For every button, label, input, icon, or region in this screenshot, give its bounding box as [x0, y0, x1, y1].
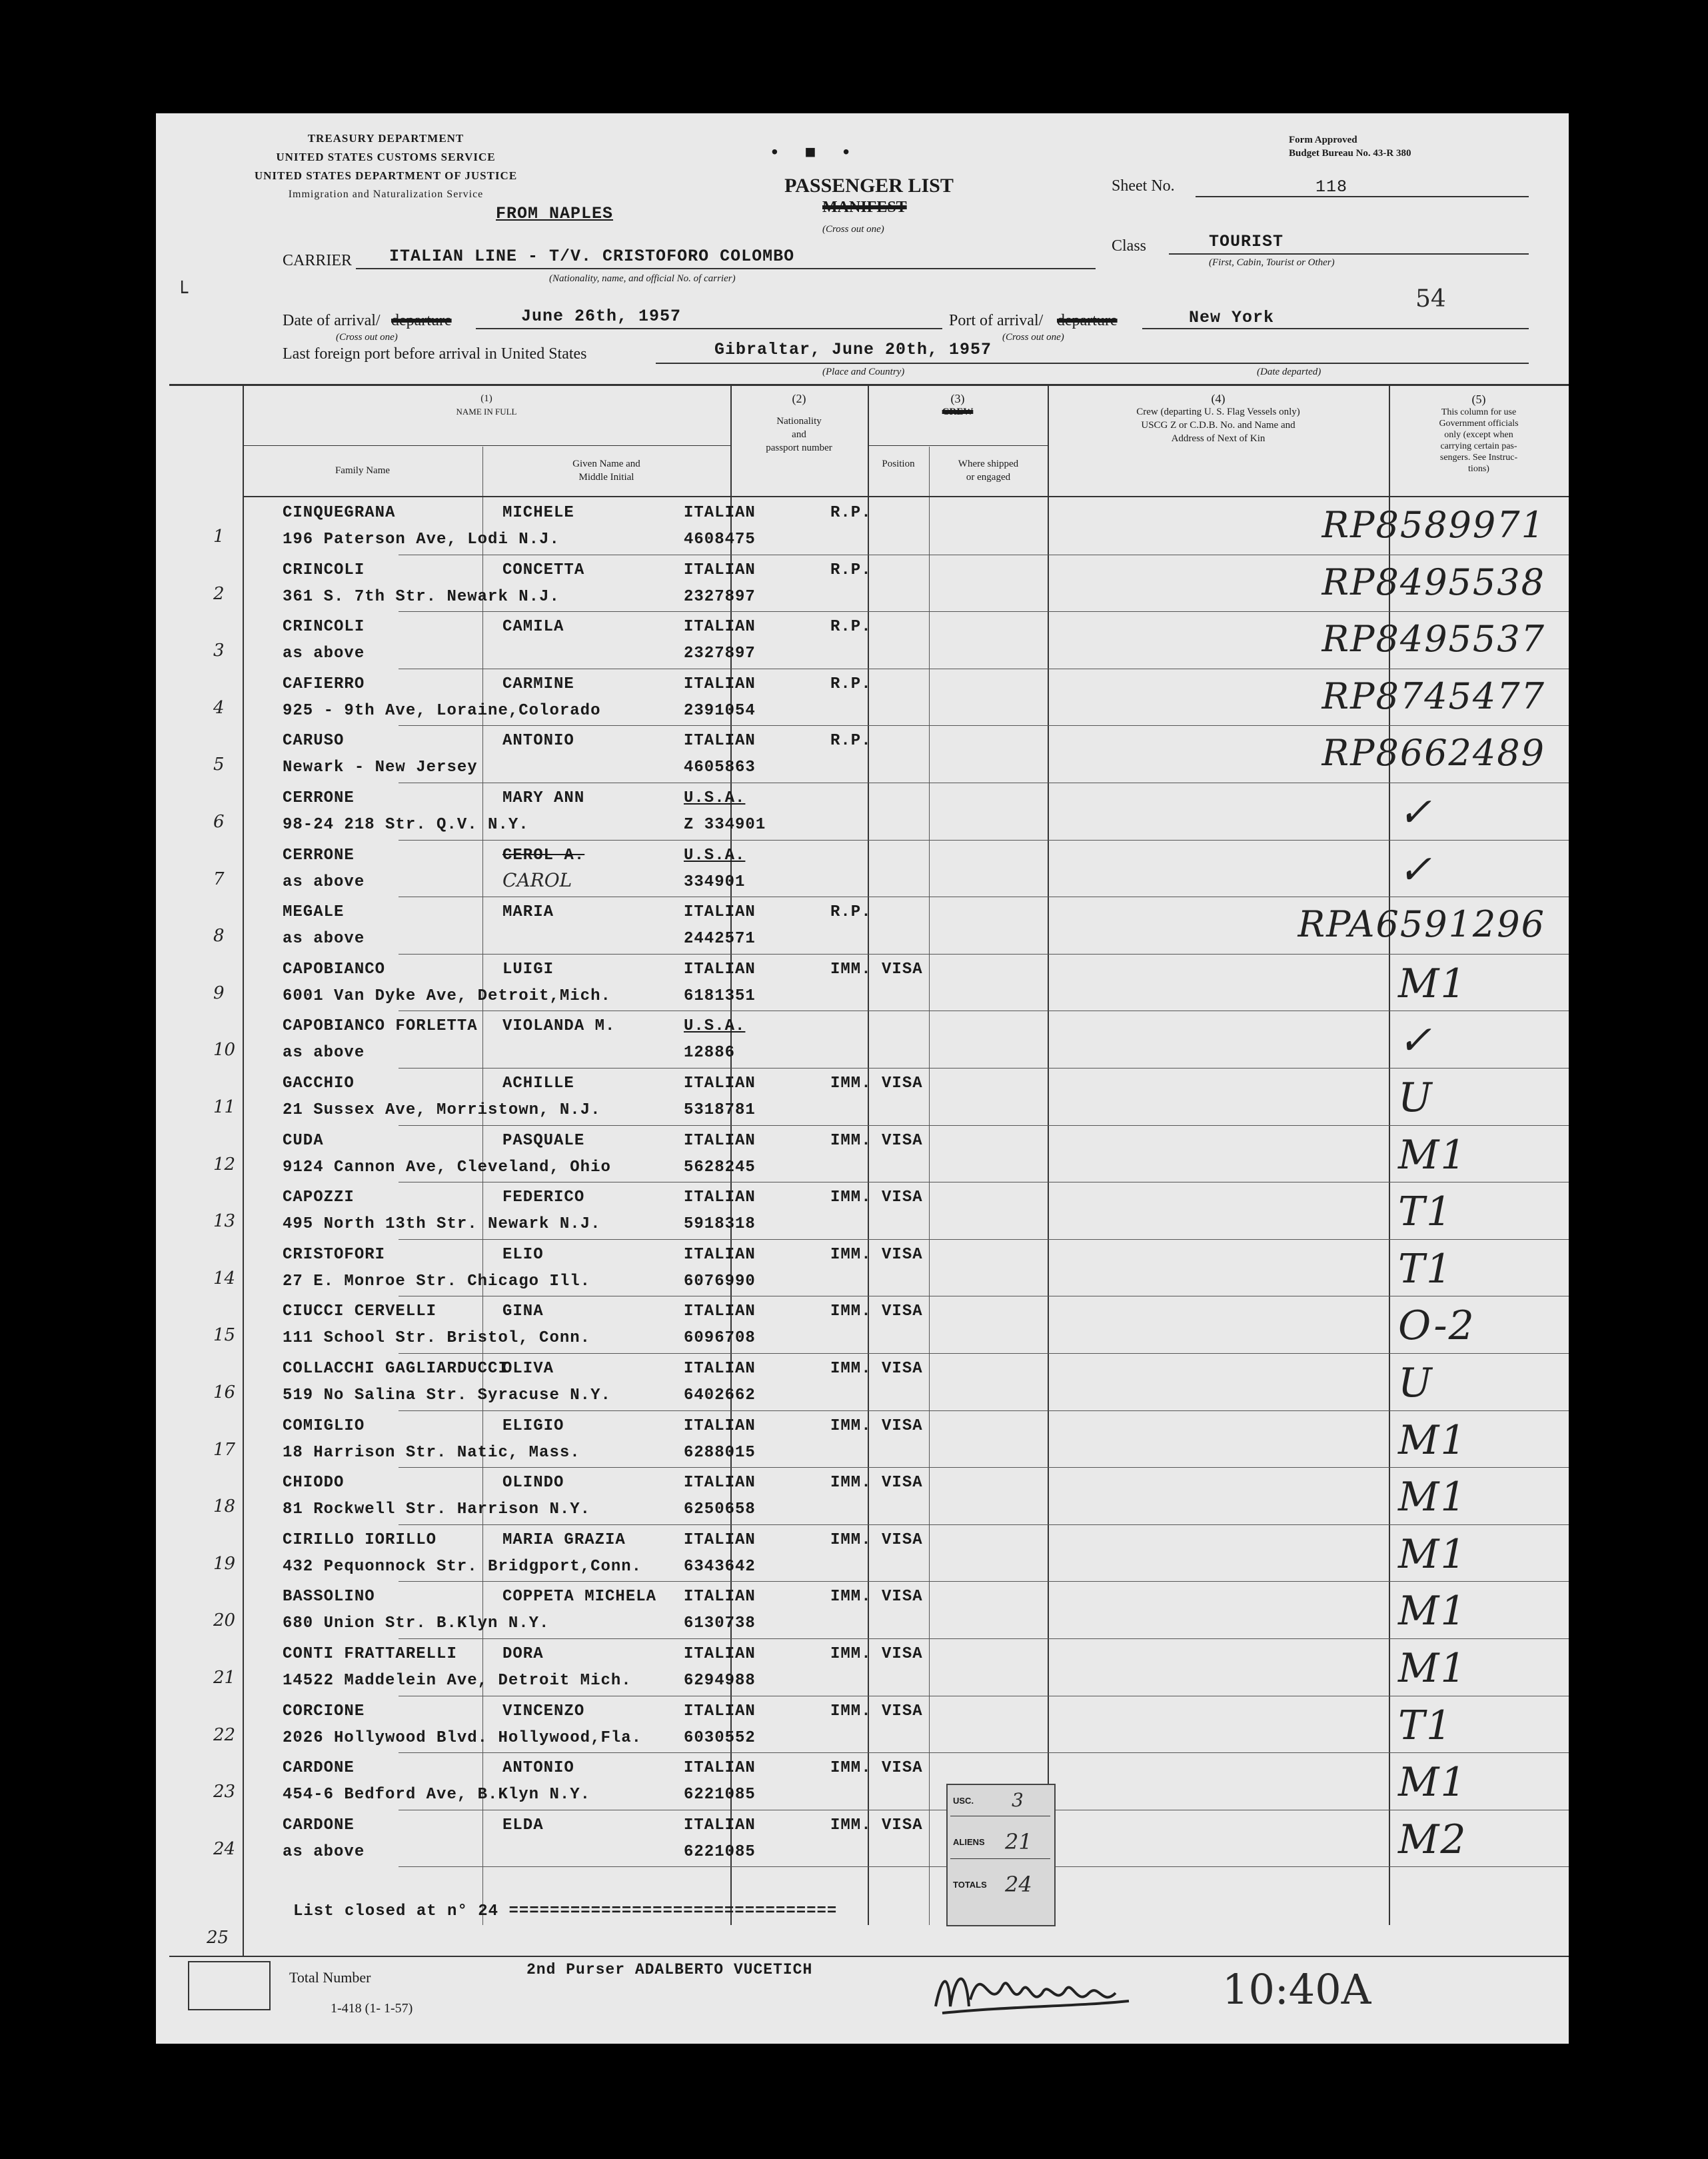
family-name: CRINCOLI: [283, 561, 365, 579]
stamp-aliens-label: ALIENS: [953, 1837, 985, 1847]
nationality: ITALIAN: [684, 561, 756, 579]
family-name: CORCIONE: [283, 1702, 365, 1720]
family-name: CAFIERRO: [283, 675, 365, 693]
address: 519 No Salina Str. Syracuse N.Y.: [283, 1386, 611, 1404]
row-divider: [399, 1125, 1569, 1126]
row-number: 22: [213, 1724, 236, 1745]
passport-number: 6221085: [684, 1786, 756, 1804]
row-number: 17: [213, 1439, 236, 1460]
position: IMM. VISA: [830, 1816, 923, 1834]
family-name: CIRILLO IORILLO: [283, 1530, 437, 1549]
row-divider: [399, 1353, 1569, 1354]
position-header: Position: [882, 459, 915, 469]
given-name: CAMILA: [502, 618, 564, 637]
nationality: ITALIAN: [684, 903, 756, 922]
col5-line-1: This column for use: [1441, 407, 1517, 417]
address: 98-24 218 Str. Q.V. N.Y.: [283, 816, 529, 834]
col2-number: (2): [792, 392, 806, 405]
given-name: VINCENZO: [502, 1702, 585, 1720]
passport-number: 6250658: [684, 1500, 756, 1519]
position: IMM. VISA: [830, 1588, 923, 1606]
nationality: ITALIAN: [684, 1530, 756, 1549]
address: as above: [283, 930, 365, 949]
given-name: OLINDO: [502, 1474, 564, 1492]
inspector-mark: M1: [1398, 1416, 1467, 1464]
family-name: COLLACCHI GAGLIARDUCCI: [283, 1360, 508, 1378]
inspector-mark: U: [1398, 1360, 1433, 1406]
nationality: ITALIAN: [684, 675, 756, 693]
nationality: U.S.A.: [684, 1017, 746, 1036]
given-name: CEROL A.: [502, 846, 585, 865]
given-name: MARIA: [502, 903, 554, 922]
row-number: 10: [213, 1040, 236, 1061]
address: 6001 Van Dyke Ave, Detroit,Mich.: [283, 987, 611, 1005]
family-name: CHIODO: [283, 1474, 345, 1492]
row-divider: [399, 1752, 1569, 1753]
row-divider: [399, 1068, 1569, 1069]
inspector-mark: M1: [1398, 1645, 1467, 1692]
position: IMM. VISA: [830, 1302, 923, 1321]
passport-number: 4608475: [684, 531, 756, 549]
agency-line-2: UNITED STATES CUSTOMS SERVICE: [276, 151, 496, 163]
address: 27 E. Monroe Str. Chicago Ill.: [283, 1272, 591, 1290]
nationality: ITALIAN: [684, 1702, 756, 1720]
given-name: ANTONIO: [502, 732, 574, 751]
address: as above: [283, 645, 365, 663]
last-port-note-place: (Place and Country): [822, 367, 905, 377]
where-shipped-line-1: Where shipped: [958, 459, 1019, 469]
row-number: 15: [213, 1325, 236, 1346]
position: IMM. VISA: [830, 1530, 923, 1549]
inspector-mark: M1: [1398, 1759, 1467, 1806]
row-number: 11: [213, 1097, 236, 1117]
inspector-mark: RP8745477: [1321, 675, 1545, 717]
port-departure-struck: departure: [1057, 312, 1118, 329]
col5-line-3: only (except when: [1444, 430, 1513, 440]
row-number: 18: [213, 1496, 236, 1517]
inspector-mark: M1: [1398, 1474, 1467, 1521]
passport-number: 5918318: [684, 1215, 756, 1234]
position: IMM. VISA: [830, 1075, 923, 1092]
col2-line-1: Nationality: [776, 416, 822, 427]
given-name: LUIGI: [502, 960, 554, 979]
family-name: MEGALE: [283, 903, 345, 922]
inspector-mark: RP8495537: [1321, 618, 1545, 661]
nationality: ITALIAN: [684, 1759, 756, 1778]
agency-header: [156, 129, 616, 204]
passport-number: 6076990: [684, 1272, 756, 1290]
address: 111 School Str. Bristol, Conn.: [283, 1329, 591, 1348]
stamp-usc-label: USC.: [953, 1796, 974, 1806]
address: as above: [283, 1044, 365, 1063]
inspector-mark: T1: [1398, 1245, 1453, 1292]
nationality: ITALIAN: [684, 1302, 756, 1321]
row-number: 20: [213, 1610, 236, 1631]
family-name: CERRONE: [283, 789, 355, 807]
row-number: 5: [213, 755, 225, 775]
row-number: 19: [213, 1553, 236, 1574]
given-name-header: [482, 457, 730, 484]
passport-number: 6343642: [684, 1557, 756, 1576]
agency-line-4: Immigration and Naturalization Service: [288, 189, 484, 200]
address: 432 Pequonnock Str. Bridgport,Conn.: [283, 1557, 642, 1576]
row-number: 7: [213, 869, 225, 889]
given-name-header-line-1: Given Name and: [572, 459, 640, 469]
address: 680 Union Str. B.Klyn N.Y.: [283, 1614, 550, 1633]
inspector-mark: RP8589971: [1321, 504, 1545, 546]
passport-number: 6181351: [684, 987, 756, 1005]
row-25-number: 25: [207, 1928, 229, 1948]
passport-number: 6096708: [684, 1329, 756, 1348]
passport-number: 6402662: [684, 1386, 756, 1404]
last-port-value: Gibraltar, June 20th, 1957: [714, 340, 992, 359]
inspector-mark: O-2: [1398, 1302, 1475, 1350]
col2-header: [730, 392, 868, 455]
position: IMM. VISA: [830, 1645, 923, 1663]
passport-number: 5628245: [684, 1158, 756, 1176]
agency-line-3: UNITED STATES DEPARTMENT OF JUSTICE: [254, 169, 518, 182]
where-shipped-line-2: or engaged: [966, 472, 1011, 483]
row-divider: [399, 954, 1569, 955]
col2-line-3: passport number: [766, 443, 832, 453]
passport-number: 334901: [684, 873, 746, 891]
col5-line-2: Government officials: [1439, 419, 1519, 429]
address: 361 S. 7th Str. Newark N.J.: [283, 587, 560, 606]
inspector-mark: RP8662489: [1321, 732, 1545, 775]
row-number: 24: [213, 1838, 236, 1859]
port-arrival-note: (Cross out one): [1002, 332, 1064, 343]
position: IMM. VISA: [830, 1245, 923, 1264]
address: as above: [283, 873, 365, 891]
date-arrival-note: (Cross out one): [336, 332, 398, 343]
position: IMM. VISA: [830, 1360, 923, 1378]
family-name: CONTI FRATTARELLI: [283, 1645, 457, 1663]
inspector-mark: T1: [1398, 1188, 1453, 1236]
nationality: ITALIAN: [684, 1588, 756, 1606]
col1-title: NAME IN FULL: [456, 407, 517, 417]
inspector-mark: M1: [1398, 1131, 1467, 1178]
date-departure-struck: departure: [391, 312, 452, 329]
row-divider: [399, 1581, 1569, 1582]
position: IMM. VISA: [830, 1474, 923, 1492]
position: IMM. VISA: [830, 1702, 923, 1720]
address: 14522 Maddelein Ave, Detroit Mich.: [283, 1672, 632, 1690]
col5-header: [1389, 392, 1569, 475]
address: 2026 Hollywood Blvd. Hollywood,Fla.: [283, 1728, 642, 1747]
given-name: ACHILLE: [502, 1075, 574, 1092]
nationality: ITALIAN: [684, 1245, 756, 1264]
form-approved: [1289, 133, 1411, 160]
family-name: CIUCCI CERVELLI: [283, 1302, 437, 1321]
position: IMM. VISA: [830, 960, 923, 979]
col3-header: [868, 392, 1048, 419]
stamp-usc-value: 3: [1012, 1789, 1024, 1811]
col3-title: CREW: [942, 407, 974, 417]
row-number: 12: [213, 1154, 236, 1174]
totals-stamp: [946, 1784, 1056, 1926]
title-struck: MANIFEST: [822, 199, 907, 216]
given-name: ANTONIO: [502, 1759, 574, 1778]
total-number-box: [188, 1961, 271, 2010]
stamp-aliens-value: 21: [1005, 1829, 1032, 1854]
family-name: CRINCOLI: [283, 618, 365, 637]
given-name: MICHELE: [502, 504, 574, 522]
inspector-mark: ✓: [1398, 1017, 1433, 1065]
col4-header: [1048, 392, 1389, 445]
address: 18 Harrison Str. Natic, Mass.: [283, 1443, 580, 1462]
inspector-mark: M2: [1398, 1816, 1467, 1863]
col4-line-3: Address of Next of Kin: [1171, 433, 1266, 444]
position: R.P.: [830, 675, 872, 693]
row-number: 2: [213, 583, 225, 604]
carrier-note: (Nationality, name, and official No. of carrier): [549, 273, 736, 284]
given-name-header-line-2: Middle Initial: [578, 472, 634, 483]
nationality: ITALIAN: [684, 960, 756, 979]
carrier-value: ITALIAN LINE - T/V. CRISTOFORO COLOMBO: [389, 247, 795, 266]
nationality: ITALIAN: [684, 1075, 756, 1092]
passport-number: 5318781: [684, 1101, 756, 1119]
given-name: GINA: [502, 1302, 544, 1321]
row-divider: [399, 1638, 1569, 1639]
family-name: CAPOZZI: [283, 1188, 355, 1207]
nationality: ITALIAN: [684, 1360, 756, 1378]
nationality: ITALIAN: [684, 1188, 756, 1207]
class-label: Class: [1112, 237, 1147, 255]
given-name: MARY ANN: [502, 789, 585, 807]
position: IMM. VISA: [830, 1188, 923, 1207]
row-number: 8: [213, 926, 225, 947]
position: R.P.: [830, 732, 872, 751]
row-divider: [399, 840, 1569, 841]
date-arrival-label: Date of arrival/: [283, 312, 381, 329]
row-divider: [399, 611, 1569, 612]
passport-number: 6288015: [684, 1443, 756, 1462]
nationality: U.S.A.: [684, 789, 746, 807]
passport-number: Z 334901: [684, 816, 766, 834]
address: 81 Rockwell Str. Harrison N.Y.: [283, 1500, 591, 1519]
passport-number: 4605863: [684, 759, 756, 777]
family-name: CAPOBIANCO: [283, 960, 386, 979]
where-shipped-header: [929, 457, 1048, 484]
family-name: CARDONE: [283, 1759, 355, 1778]
family-name: CUDA: [283, 1131, 324, 1150]
given-name: ELIGIO: [502, 1416, 564, 1435]
passport-number: 2442571: [684, 930, 756, 949]
inspector-mark: M1: [1398, 1530, 1467, 1578]
inspector-mark: ✓: [1398, 846, 1433, 893]
given-name: ELDA: [502, 1816, 544, 1834]
given-name: OLIVA: [502, 1360, 554, 1378]
inspector-mark: M1: [1398, 960, 1467, 1007]
passport-number: 2327897: [684, 645, 756, 663]
family-name-header: Family Name: [335, 465, 391, 476]
col5-line-4: carrying certain pas-: [1440, 441, 1517, 451]
col1-header: [243, 392, 730, 419]
corner-number: 54: [1415, 285, 1446, 313]
given-name: FEDERICO: [502, 1188, 585, 1207]
nationality: U.S.A.: [684, 846, 746, 865]
class-note: (First, Cabin, Tourist or Other): [1209, 257, 1335, 268]
title: PASSENGER LIST: [784, 175, 954, 197]
dot-marks: • ■ •: [769, 143, 859, 164]
row-divider: [399, 1239, 1569, 1240]
nationality: ITALIAN: [684, 1416, 756, 1435]
family-name: GACCHIO: [283, 1075, 355, 1092]
passport-number: 6221085: [684, 1842, 756, 1861]
given-name: ELIO: [502, 1245, 544, 1264]
address: 454-6 Bedford Ave, B.Klyn N.Y.: [283, 1786, 591, 1804]
col4-number: (4): [1211, 392, 1226, 405]
col4-line-1: Crew (departing U. S. Flag Vessels only): [1136, 407, 1300, 417]
row-number: 9: [213, 983, 225, 1003]
col5-number: (5): [1471, 393, 1486, 406]
form-number: 1-418 (1- 1-57): [331, 2001, 413, 2016]
passport-number: 6294988: [684, 1672, 756, 1690]
inspector-mark: RP8495538: [1321, 561, 1545, 603]
family-name: COMIGLIO: [283, 1416, 365, 1435]
purser-name: 2nd Purser ADALBERTO VUCETICH: [526, 1961, 813, 1978]
row-divider: [399, 1467, 1569, 1468]
nationality: ITALIAN: [684, 1816, 756, 1834]
from-port: FROM NAPLES: [496, 204, 614, 223]
arrival-port: New York: [1189, 308, 1275, 327]
position: R.P.: [830, 618, 872, 637]
form-approved-line-2: Budget Bureau No. 43-R 380: [1289, 148, 1411, 159]
passport-number: 2391054: [684, 701, 756, 720]
given-name: COPPETA MICHELA: [502, 1588, 657, 1606]
col2-line-2: and: [792, 429, 806, 440]
given-name: VIOLANDA M.: [502, 1017, 616, 1036]
nationality: ITALIAN: [684, 504, 756, 522]
nationality: ITALIAN: [684, 1645, 756, 1663]
address: Newark - New Jersey: [283, 759, 478, 777]
stamp-totals-value: 24: [1005, 1872, 1032, 1897]
position: IMM. VISA: [830, 1759, 923, 1778]
row-number: 13: [213, 1211, 236, 1232]
nationality: ITALIAN: [684, 1474, 756, 1492]
col5-line-5: sengers. See Instruc-: [1439, 453, 1518, 463]
given-name: PASQUALE: [502, 1131, 585, 1150]
arrival-date: June 26th, 1957: [521, 307, 682, 326]
passport-number: 2327897: [684, 587, 756, 606]
position: R.P.: [830, 903, 872, 922]
col5-line-6: tions): [1468, 464, 1489, 474]
address: 196 Paterson Ave, Lodi N.J.: [283, 531, 560, 549]
nationality: ITALIAN: [684, 618, 756, 637]
family-name: BASSOLINO: [283, 1588, 375, 1606]
margin-mark: └: [176, 281, 189, 305]
inspector-mark: ✓: [1398, 789, 1433, 836]
port-arrival-label: Port of arrival/: [949, 312, 1044, 329]
row-number: 4: [213, 697, 225, 718]
family-name: CINQUEGRANA: [283, 504, 396, 522]
nationality: ITALIAN: [684, 732, 756, 751]
position: IMM. VISA: [830, 1131, 923, 1150]
form-approved-line-1: Form Approved: [1289, 135, 1357, 145]
position: R.P.: [830, 504, 872, 522]
row-number: 23: [213, 1782, 236, 1802]
stamp-totals-label: TOTALS: [953, 1880, 987, 1890]
sheet-number: 118: [1315, 177, 1348, 197]
last-port-note-date: (Date departed): [1257, 367, 1321, 377]
given-name: DORA: [502, 1645, 544, 1663]
passport-number: 6030552: [684, 1728, 756, 1747]
sheet-label: Sheet No.: [1112, 177, 1175, 195]
row-number: 16: [213, 1382, 236, 1402]
family-name: CRISTOFORI: [283, 1245, 386, 1264]
list-closed-note: List closed at n° 24 ================================: [293, 1902, 838, 1920]
class-value: TOURIST: [1209, 232, 1284, 251]
row-divider: [399, 1524, 1569, 1525]
family-name: CERRONE: [283, 846, 355, 865]
address: as above: [283, 1842, 365, 1861]
agency-line-1: TREASURY DEPARTMENT: [307, 132, 464, 145]
passenger-list-document: [156, 113, 1569, 2044]
row-number: 3: [213, 641, 225, 661]
family-name: CAPOBIANCO FORLETTA: [283, 1017, 478, 1036]
col3-number: (3): [950, 392, 965, 405]
row-divider: [399, 725, 1569, 726]
last-port-label: Last foreign port before arrival in United States: [283, 345, 587, 363]
family-name: CARUSO: [283, 732, 345, 751]
address: 495 North 13th Str. Newark N.J.: [283, 1215, 601, 1234]
signature-time: 10:40A: [1222, 1965, 1371, 2014]
given-name: CONCETTA: [502, 561, 585, 579]
row-divider: [399, 1410, 1569, 1411]
address: 9124 Cannon Ave, Cleveland, Ohio: [283, 1158, 611, 1176]
row-number: 6: [213, 812, 225, 832]
handwritten-given-name: CAROL: [502, 869, 572, 891]
position: IMM. VISA: [830, 1416, 923, 1435]
nationality: ITALIAN: [684, 1131, 756, 1150]
title-note: (Cross out one): [822, 224, 884, 235]
family-name: CARDONE: [283, 1816, 355, 1834]
row-number: 1: [213, 527, 225, 547]
inspector-mark: RPA6591296: [1297, 903, 1545, 946]
row-number: 21: [213, 1668, 236, 1688]
passport-number: 12886: [684, 1044, 736, 1063]
passport-number: 6130738: [684, 1614, 756, 1633]
given-name: MARIA GRAZIA: [502, 1530, 626, 1549]
position: R.P.: [830, 561, 872, 579]
col4-line-2: USCG Z or C.D.B. No. and Name and: [1141, 420, 1295, 431]
inspector-mark: M1: [1398, 1588, 1467, 1635]
address: 925 - 9th Ave, Loraine,Colorado: [283, 701, 601, 720]
inspector-mark: U: [1398, 1075, 1433, 1121]
total-number-label: Total Number: [289, 1969, 371, 1986]
given-name: CARMINE: [502, 675, 574, 693]
address: 21 Sussex Ave, Morristown, N.J.: [283, 1101, 601, 1119]
carrier-label: CARRIER: [283, 252, 353, 269]
col1-number: (1): [480, 393, 492, 404]
inspector-mark: T1: [1398, 1702, 1453, 1749]
row-number: 14: [213, 1268, 236, 1288]
official-signature: [929, 1960, 1216, 2026]
